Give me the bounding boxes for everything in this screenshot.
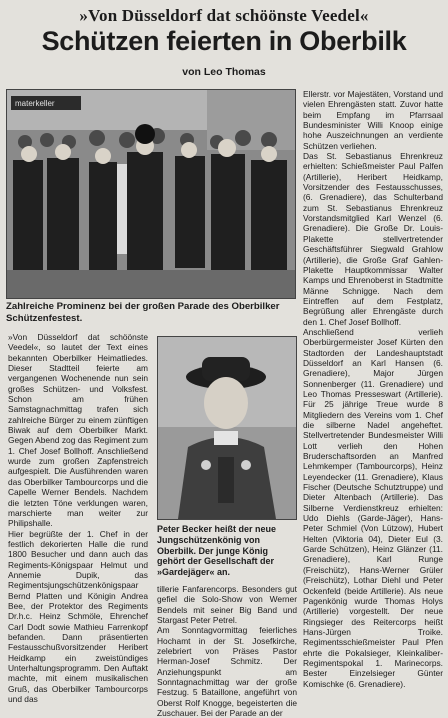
king-photo-image <box>158 337 296 519</box>
column-left: »Von Düsseldorf dat schöönste Veedel«, so lautet der Text eines bekannten Oberbilker Heimatliedes. Dieser Stadtteil feierte am vergangenen Wochenende nun sein großes Schützen- und Volksfest. Schon am frühen Samstagnachmittag trafen sich zahlreiche Bürger zu einem zünftigen Biwak auf dem Oberbilker Markt. Gegen Abend zog das Regiment zum 1. Chef Josef Bollhoff. Anschließend wurde zum großen Zapfenstreich aufgespielt. Die Ausführenden waren das Oberbilker Tambourcorps und die Capelle Werner Bendels. Nachdem die letzten Töne verklungen waren, marschierte man weiter zur Philipshalle. Hier begrüßte der 1. Chef in der festlich dekorierten Halle die rund 1800 Besucher und dann auch das Regiments-Königspaar Helmut und Annemie Dupik, das Regimentsjungschützenkönigspaar Bernd Platten und Königin Andrea Bee, der Protektor des Regiments Dr.h.c. Heinz Schmöle, Ehrenchef Carl Dodt sowie Mathieu Farrenkopf befanden. Dann präsentierten Festausschußvorsitzender Heribert Heidkamp ein zweistündiges Unterhaltungsprogramm. Den Auftakt machte, mit einem musikalischen Gruß, das Oberbilker Tambourcorps und das <box>8 332 148 705</box>
column-right: Ellerstr. vor Majestäten, Vorstand und vielen Ehrengästen statt. Zuvor hatte beim Empfang im Pfarrsaal Bundesminister Willi Knoop einige hohe Auszeichnungen an verdiente Schützen verliehen. Das St. Sebastianus Ehrenkreuz erhielten: Schießmeister Paul Palfen (Artillerie), Heribert Heidkamp, Vorsitzender des Festausschusses, (6. Grenadiere), das Schulterband zum St. Sebastianus Ehrenkreuz Vorstandsmitglied Karl Wenzel (6. Grenadiere). Die Große Dr. Louis-Plakette stellvertretender Geschäftsführer Siegwald Grahlow (Artillerie), die Große Graf Gahlen-Plakette Hauptkommissar Walter Kamps und Ehrenoberst in Stadtmitte Männe Schnigge. Nach dem Eintreffen auf dem Festplatz, Begrüßung aller Ehrengäste durch den 1. Chef Josef Bollhoff. Anschließend verlieh Oberbürgermeister Josef Kürten den Stadtorden der Landeshauptstadt Düsseldorf an Karl Hansen (6. Grenadiere), Major Jürgen Sonnenberger (11. Grenadiere) und Leo Thomas Presseswart (Artillerie). Für 25 jährige Treue wurde 8 Mitgliedern des Vereins vom 1. Chef die silberne Nadel angeheftet. Stellvertretender Bundesmeister Willi Lott verlieh den Hohen Bruderschaftsorden an Manfred Lehmkemper (Tambourcorps), Heinz Leyendecker (11. Grenadiere), Klaus Fischer (Deutsche Schutztruppe) und Dieter Altenbach (Artillerie). Das Silberne Verdienstkreuz erhielten: Udo Diehls (Garde-Jäger), Hans-Peter Schmiel (Von Lützow), Hubert Helten (Viktoria 04), Dieter Eul (3. Garde Schützen), Heinz Glänzer (11. Grenadiere), Karl Runge (Freischütz), Hans-Werner Grüler (Freischütz), Lothar Diehl und Peter Ockenfeld (beide Artillerie). Als neue Pagenkönig wurde Thomas Holys (Artillerie) vorgestellt. Der neue Ringsieger des Reitercorps heißt Hans-Jürgen Troike. Regimentsschießmeister Paul Pfen ehrte die Pokalsieger, Kleinkaliber-Regimentspokal 1. Marinecorps. Bester Einzelsieger Günter Komischke (6. Grenadiere). <box>303 89 443 689</box>
parade-sign-text: materkeller <box>15 99 55 108</box>
parade-photo-image <box>7 90 295 298</box>
kicker: »Von Düsseldorf dat schöönste Veedel« <box>79 6 369 25</box>
column-middle: tillerie Fanfarencorps. Besonders gut gefiel die Solo-Show von Werner Bendels mit seiner Big Band und Stargast Peter Petrel. Am Sonntagvormittag feierliches Hochamt in der St. Josefkirche, zelebriert von Präses Pastor Herman-Josef Schmitz. Der Anziehungspunkt am Sonntagnachmittag war der große Festzug. 5 Bataillone, angeführt von Oberst Rolf Knogge, begeisterten die Zuschauer. Bei der Parade an der <box>157 584 297 718</box>
king-caption: Peter Becker heißt der neue Jungschützenkönig von Oberbilk. Der junge König gehört der Gesellschaft der »Gardejäger« an. <box>157 524 277 578</box>
byline: von Leo Thomas <box>182 66 266 78</box>
parade-caption: Zahlreiche Prominenz bei der großen Parade des Oberbilker Schützenfestest. <box>6 301 280 324</box>
parade-photo <box>6 89 296 299</box>
headline: Schützen feierten in Oberbilk <box>41 26 407 56</box>
king-photo <box>157 336 297 520</box>
